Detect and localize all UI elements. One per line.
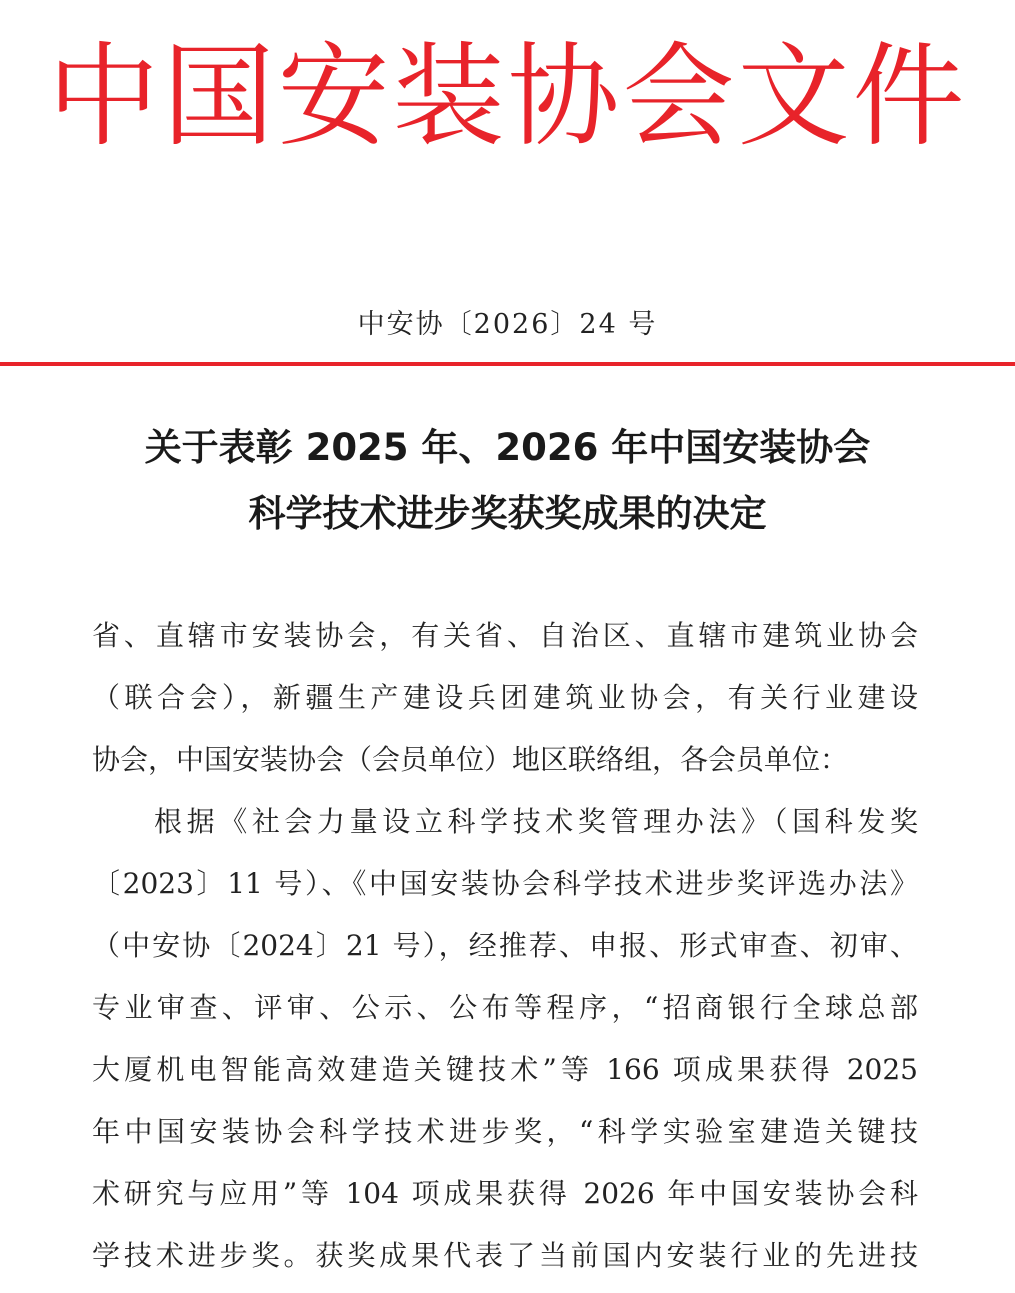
body-line: （中安协〔2024〕21 号），经推荐、申报、形式审查、初审、 (92, 929, 918, 962)
document-number: 中安协〔2026〕24 号 (357, 309, 658, 340)
red-divider-line (0, 362, 1015, 366)
document-title-line-2: 科学技术进步奖获奖成果的决定 (248, 492, 767, 535)
body-line: 大厦机电智能高效建造关键技术”等 166 项成果获得 2025 (92, 1053, 918, 1086)
body-line: 术研究与应用”等 104 项成果获得 2026 年中国安装协会科 (92, 1177, 918, 1210)
body-line: 年中国安装协会科学技术进步奖，“科学实验室建造关键技 (92, 1115, 918, 1148)
body-line: 省、直辖市安装协会，有关省、自治区、直辖市建筑业协会 (92, 619, 918, 652)
body-line: 协会，中国安装协会（会员单位）地区联络组，各会员单位： (92, 743, 849, 776)
body-line: 学技术进步奖。获奖成果代表了当前国内安装行业的先进技 (92, 1239, 918, 1272)
body-line: 根据《社会力量设立科学技术奖管理办法》（国科发奖 (154, 805, 918, 838)
document-title-line-1: 关于表彰 2025 年、2026 年中国安装协会 (144, 426, 871, 469)
body-line: （联合会），新疆生产建设兵团建筑业协会，有关行业建设 (92, 681, 918, 714)
document-body (92, 611, 918, 1293)
masthead-title: 中国安装协会文件 (47, 32, 968, 162)
body-line: 专业审查、评审、公示、公布等程序，“招商银行全球总部 (92, 991, 918, 1024)
body-line: 〔2023〕11 号）、《中国安装协会科学技术进步奖评选办法》 (92, 867, 918, 900)
